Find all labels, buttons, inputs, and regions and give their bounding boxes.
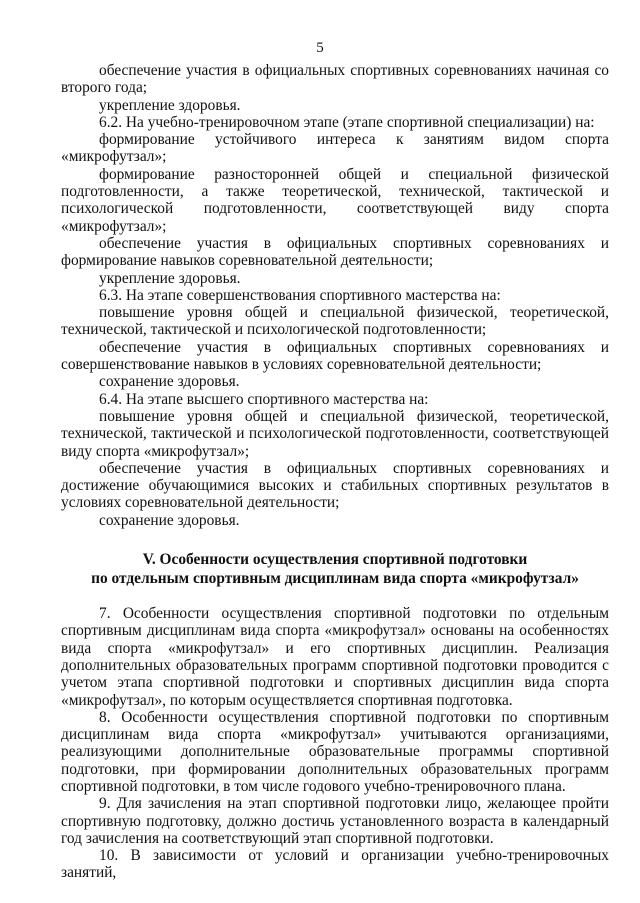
paragraph: сохранение здоровья. [99, 373, 240, 391]
paragraph: обеспечение участия в официальных спортивных соревнованиях начиная со второго года; [61, 62, 609, 97]
section-title-line: по отдельным спортивным дисциплинам вида спорта «микрофутзал» [91, 570, 579, 588]
paragraph: 7. Особенности осуществления спортивной подготовки по отдельным спортивным дисциплинам вида спорта «микрофутзал» основаны на особенностях вида спорта «микрофутзал» и его спортивных дисциплин. Реализация дополнительных образовательных программ спортивной подготовки проводится с учетом этапа спортивной подготовки и спортивных дисциплин вида спорта «микрофутзал», по которым осуществляется спортивная подготовка. [61, 605, 609, 709]
paragraph: обеспечение участия в официальных спортивных соревнованиях и совершенствование навыков в условиях соревновательной деятельности; [61, 338, 609, 374]
paragraph: обеспечение участия в официальных спортивных соревнованиях и достижение обучающимися высоких и стабильных спортивных результатов в условиях соревновательной деятельности; [61, 459, 609, 512]
paragraph: 6.2. На учебно-тренировочном этапе (этапе спортивной специализации) на: [99, 113, 595, 131]
paragraph: формирование устойчивого интереса к занятиям видом спорта «микрофутзал»; [61, 131, 609, 166]
document-body [61, 62, 609, 882]
paragraph: обеспечение участия в официальных спортивных соревнованиях и формирование навыков соревновательной деятельности; [61, 234, 609, 270]
paragraph: 6.4. На этапе высшего спортивного мастерства на: [99, 390, 429, 408]
paragraph: повышение уровня общей и специальной физической, теоретической, технической, тактической и психологической подготовленности; [61, 304, 609, 339]
paragraph: сохранение здоровья. [99, 511, 240, 529]
paragraph: 6.3. На этапе совершенствования спортивного мастерства на: [99, 286, 501, 304]
paragraph: укрепление здоровья. [99, 269, 241, 287]
page-number: 5 [316, 40, 324, 56]
paragraph: 9. Для зачисления на этап спортивной подготовки лицо, желающее пройти спортивную подготовку, должно достичь установленного возраста в календарный год зачисления на соответствующий этап спортивной подготовки. [61, 795, 609, 847]
paragraph: 8. Особенности осуществления спортивной подготовки по спортивным дисциплинам вида спорта «микрофутзал» учитываются организациями, реализующими дополнительные образовательные программы спортивной подготовки, при формировании дополнительных образовательных программ спортивной подготовки, в том числе годового учебно-тренировочного плана. [61, 708, 609, 795]
paragraph: укрепление здоровья. [99, 96, 241, 114]
section-title-line: V. Особенности осуществления спортивной подготовки [142, 551, 528, 569]
section-title [61, 550, 609, 588]
paragraph: 10. В зависимости от условий и организации учебно-тренировочных занятий, [61, 847, 609, 882]
paragraph: повышение уровня общей и специальной физической, теоретической, технической, тактической и психологической подготовленности, соответствующей виду спорта «микрофутзал»; [61, 407, 609, 460]
paragraph: формирование разносторонней общей и специальной физической подготовленности, а также теоретической, технической, тактической и психологической подготовленности, соответствующей виду спорта «микрофутзал»; [61, 165, 609, 235]
